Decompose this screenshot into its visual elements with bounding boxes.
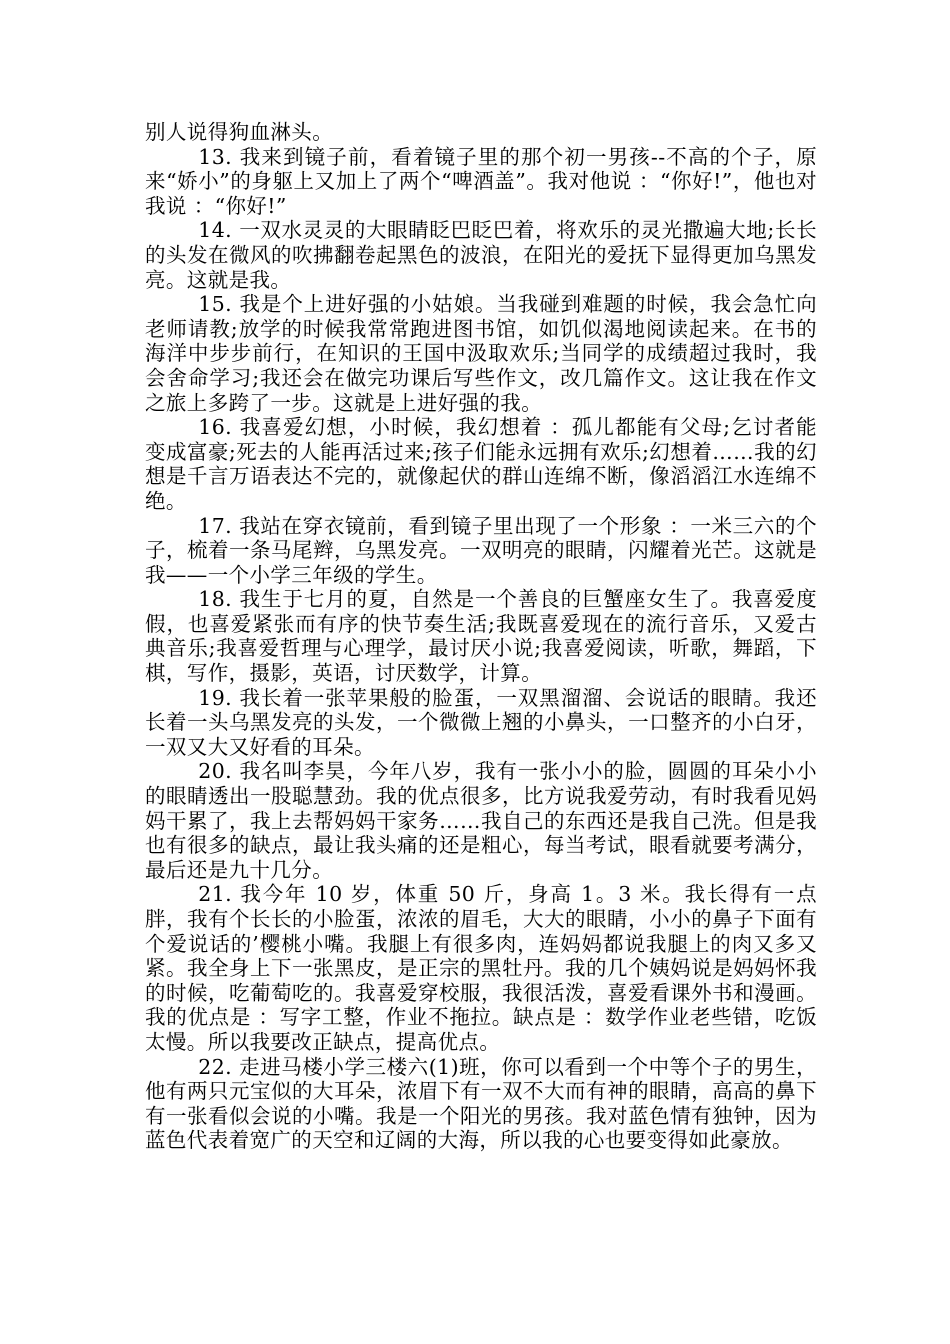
paragraph-19: 19. 我长着一张苹果般的脸蛋，一双黑溜溜、会说话的眼睛。我还长着一头乌黑发亮的头发，一个微微上翘的小鼻头，一口整齐的小白牙，一双又大又好看的耳朵。 — [145, 685, 817, 759]
paragraph-14: 14. 一双水灵灵的大眼睛眨巴眨巴着，将欢乐的灵光撒遍大地;长长的头发在微风的吹拂翻卷起黑色的波浪，在阳光的爱抚下显得更加乌黑发亮。这就是我。 — [145, 218, 817, 292]
paragraph-15: 15. 我是个上进好强的小姑娘。当我碰到难题的时候，我会急忙向老师请教;放学的时候我常常跑进图书馆，如饥似渴地阅读起来。在书的海洋中步步前行，在知识的王国中汲取欢乐;当同学的成绩超过我时，我会舍命学习;我还会在做完功课后写些作文，改几篇作文。这让我在作文之旅上多跨了一步。这就是上进好强的我。 — [145, 292, 817, 415]
paragraph-18: 18. 我生于七月的夏，自然是一个善良的巨蟹座女生了。我喜爱度假，也喜爱紧张而有序的快节奏生活;我既喜爱现在的流行音乐，又爱古典音乐;我喜爱哲理与心理学，最讨厌小说;我喜爱阅读，听歌，舞蹈，下棋，写作，摄影，英语，讨厌数学，计算。 — [145, 587, 817, 686]
document-page — [145, 120, 817, 1153]
paragraph-22: 22. 走进马楼小学三楼六(1)班，你可以看到一个中等个子的男生，他有两只元宝似的大耳朵，浓眉下有一双不大而有神的眼睛，高高的鼻下有一张看似会说的小嘴。我是一个阳光的男孩。我对蓝色情有独钟，因为蓝色代表着宽广的天空和辽阔的大海，所以我的心也要变得如此豪放。 — [145, 1054, 817, 1153]
paragraph-16: 16. 我喜爱幻想，小时候，我幻想着 ：孤儿都能有父母;乞讨者能变成富豪;死去的人能再活过来;孩子们能永远拥有欢乐;幻想着……我的幻想是千言万语表达不完的，就像起伏的群山连绵不断，像滔滔江水连绵不绝。 — [145, 415, 817, 513]
paragraph-continuation: 别人说得狗血淋头。 — [145, 120, 334, 144]
paragraph-17: 17. 我站在穿衣镜前，看到镜子里出现了一个形象 ：一米三六的个子，梳着一条马尾辫，乌黑发亮。一双明亮的眼睛，闪耀着光芒。这就是我——一个小学三年级的学生。 — [145, 513, 817, 587]
paragraph-20: 20. 我名叫李昊，今年八岁，我有一张小小的脸，圆圆的耳朵小小的眼睛透出一股聪慧劲。我的优点很多，比方说我爱劳动，有时我看见妈妈干累了，我上去帮妈妈干家务……我自己的东西还是我自己洗。但是我也有很多的缺点，最让我头痛的还是粗心，每当考试，眼看就要考满分，最后还是九十几分。 — [145, 759, 817, 882]
paragraph-21: 21. 我今年 10 岁，体重 50 斤，身高 1。3 米。我长得有一点胖，我有个长长的小脸蛋，浓浓的眉毛，大大的眼睛，小小的鼻子下面有个爱说话的’樱桃小嘴。我腿上有很多肉，连妈妈都说我腿上的肉又多又紧。我全身上下一张黑皮，是正宗的黑牡丹。我的几个姨妈说是妈妈怀我的时候，吃葡萄吃的。我喜爱穿校服，我很活泼，喜爱看课外书和漫画。我的优点是 ：写字工整，作业不拖拉。缺点是 ：数学作业老些错，吃饭太慢。所以我要改正缺点，提高优点。 — [145, 882, 817, 1054]
paragraph-13: 13. 我来到镜子前，看着镜子里的那个初一男孩--不高的个子，原来“娇小”的身躯上又加上了两个“啤酒盖”。我对他说 ：“你好!”，他也对我说 ：“你好!” — [145, 144, 817, 218]
